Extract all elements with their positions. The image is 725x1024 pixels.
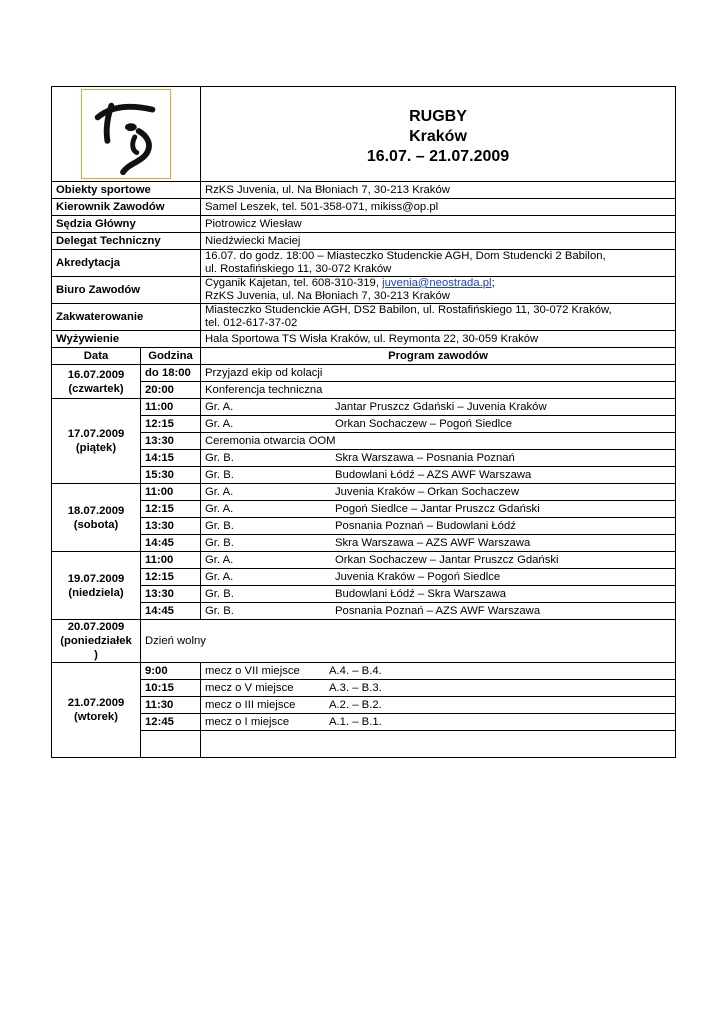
program-cell bbox=[201, 680, 676, 697]
time-cell: 14:45 bbox=[141, 535, 201, 552]
program-cell bbox=[201, 552, 676, 569]
event-dates: 16.07. – 21.07.2009 bbox=[366, 148, 510, 165]
day-cell bbox=[52, 484, 141, 552]
program-cell: Ceremonia otwarcia OOM bbox=[201, 433, 676, 450]
contact-text: Cyganik Kajetan, tel. 608-310-319, bbox=[205, 277, 383, 289]
day-weekday-end: ) bbox=[94, 649, 98, 661]
day-weekday: (poniedziałek bbox=[60, 635, 132, 647]
match-label: Pogoń Siedlce – Jantar Pruszcz Gdański bbox=[335, 502, 540, 515]
info-line: 16.07. do godz. 18:00 – Miasteczko Studenckie AGH, Dom Studencki 2 Babilon, bbox=[205, 250, 606, 262]
time-cell: 12:15 bbox=[141, 416, 201, 433]
info-row bbox=[52, 277, 676, 304]
title-cell bbox=[201, 87, 676, 182]
info-row bbox=[52, 182, 676, 199]
day-weekday: (wtorek) bbox=[74, 711, 118, 723]
info-row bbox=[52, 250, 676, 277]
info-label: Obiekty sportowe bbox=[52, 182, 201, 199]
info-value bbox=[201, 250, 676, 277]
schedule-row bbox=[52, 450, 676, 467]
info-line: Miasteczko Studenckie AGH, DS2 Babilon, ul. Rostafińskiego 11, 30-072 Kraków, bbox=[205, 304, 612, 316]
info-label: Akredytacja bbox=[52, 250, 201, 277]
placement-label: mecz o VII miejsce bbox=[205, 664, 300, 677]
match-label: Jantar Pruszcz Gdański – Juvenia Kraków bbox=[335, 400, 547, 413]
event-table bbox=[51, 86, 676, 758]
day-cell bbox=[52, 365, 141, 399]
day-weekday: (niedziela) bbox=[68, 586, 124, 599]
match-label: Skra Warszawa – Posnania Poznań bbox=[335, 451, 515, 464]
time-cell: 10:15 bbox=[141, 680, 201, 697]
day-cell bbox=[52, 620, 141, 663]
header-program: Program zawodów bbox=[201, 348, 676, 365]
info-value: Samel Leszek, tel. 501-358-071, mikiss@op.pl bbox=[201, 199, 676, 216]
info-label: Kierownik Zawodów bbox=[52, 199, 201, 216]
day-date: 18.07.2009 bbox=[67, 504, 125, 517]
placement-label: mecz o III miejsce bbox=[205, 698, 296, 711]
time-cell: 12:15 bbox=[141, 501, 201, 518]
match-label: Skra Warszawa – AZS AWF Warszawa bbox=[335, 536, 531, 549]
time-cell: 11:30 bbox=[141, 697, 201, 714]
header-row bbox=[52, 87, 676, 182]
day-cell bbox=[52, 399, 141, 484]
time-cell: 11:00 bbox=[141, 484, 201, 501]
day-date: 17.07.2009 bbox=[67, 428, 125, 440]
contact-suffix: ; bbox=[491, 277, 495, 289]
document bbox=[51, 86, 675, 758]
day-date: 19.07.2009 bbox=[67, 572, 125, 585]
schedule-row bbox=[52, 433, 676, 450]
program-cell bbox=[201, 714, 676, 731]
info-value: Hala Sportowa TS Wisła Kraków, ul. Reymonta 22, 30-059 Kraków bbox=[201, 331, 676, 348]
program-cell bbox=[201, 603, 676, 620]
time-cell: 14:45 bbox=[141, 603, 201, 620]
program-cell bbox=[201, 467, 676, 484]
info-line bbox=[205, 277, 671, 290]
schedule-row bbox=[52, 714, 676, 731]
schedule-row bbox=[52, 399, 676, 416]
placement-pair: A.1. – B.1. bbox=[329, 715, 382, 728]
schedule-row bbox=[52, 501, 676, 518]
header-date: Data bbox=[52, 348, 141, 365]
program-cell bbox=[201, 484, 676, 501]
schedule-row bbox=[52, 680, 676, 697]
time-cell bbox=[141, 731, 201, 758]
schedule-row bbox=[52, 416, 676, 433]
info-value: RzKS Juvenia, ul. Na Błoniach 7, 30-213 Kraków bbox=[201, 182, 676, 199]
schedule-row bbox=[52, 552, 676, 569]
time-cell: 11:00 bbox=[141, 552, 201, 569]
group-label: Gr. B. bbox=[205, 536, 234, 549]
match-label: Posnania Poznań – AZS AWF Warszawa bbox=[335, 604, 541, 617]
info-row bbox=[52, 331, 676, 348]
schedule-row bbox=[52, 586, 676, 603]
placement-pair: A.2. – B.2. bbox=[329, 698, 382, 711]
group-label: Gr. B. bbox=[205, 604, 234, 617]
info-row bbox=[52, 233, 676, 250]
info-value bbox=[201, 304, 676, 331]
info-line: RzKS Juvenia, ul. Na Błoniach 7, 30-213 Kraków bbox=[205, 290, 450, 302]
time-cell: 13:30 bbox=[141, 586, 201, 603]
schedule-row bbox=[52, 620, 676, 663]
match-label: Orkan Sochaczew – Pogoń Siedlce bbox=[335, 417, 513, 430]
program-cell bbox=[201, 450, 676, 467]
match-label: Orkan Sochaczew – Jantar Pruszcz Gdański bbox=[335, 553, 559, 566]
time-cell: 20:00 bbox=[141, 382, 201, 399]
placement-label: mecz o I miejsce bbox=[205, 715, 290, 728]
email-link[interactable]: juvenia@neostrada.pl bbox=[382, 277, 492, 289]
schedule-row bbox=[52, 731, 676, 758]
event-city: Kraków bbox=[409, 128, 467, 145]
day-date: 21.07.2009 bbox=[67, 697, 125, 709]
time-cell: 12:15 bbox=[141, 569, 201, 586]
schedule-row bbox=[52, 535, 676, 552]
time-cell: do 18:00 bbox=[141, 365, 201, 382]
info-row bbox=[52, 216, 676, 233]
schedule-row bbox=[52, 518, 676, 535]
day-date: 20.07.2009 bbox=[67, 621, 125, 633]
placement-label: mecz o V miejsce bbox=[205, 681, 294, 694]
schedule-row bbox=[52, 663, 676, 680]
group-label: Gr. A. bbox=[205, 485, 234, 498]
info-row bbox=[52, 304, 676, 331]
schedule-row bbox=[52, 569, 676, 586]
time-cell: 13:30 bbox=[141, 518, 201, 535]
day-weekday: (czwartek) bbox=[68, 382, 124, 395]
group-label: Gr. A. bbox=[205, 553, 234, 566]
time-cell: 13:30 bbox=[141, 433, 201, 450]
program-cell bbox=[201, 535, 676, 552]
info-label: Wyżywienie bbox=[52, 331, 201, 348]
info-row bbox=[52, 199, 676, 216]
day-weekday: (sobota) bbox=[73, 518, 119, 531]
event-sport: RUGBY bbox=[409, 108, 467, 125]
info-label: Biuro Zawodów bbox=[52, 277, 201, 304]
logo-cell bbox=[52, 87, 201, 182]
time-cell: 14:15 bbox=[141, 450, 201, 467]
group-label: Gr. A. bbox=[205, 417, 234, 430]
match-label: Juvenia Kraków – Pogoń Siedlce bbox=[335, 570, 501, 583]
schedule-row bbox=[52, 382, 676, 399]
info-value: Niedźwiecki Maciej bbox=[201, 233, 676, 250]
time-cell: 12:45 bbox=[141, 714, 201, 731]
program-cell bbox=[201, 518, 676, 535]
program-cell: Dzień wolny bbox=[141, 620, 676, 663]
info-label: Zakwaterowanie bbox=[52, 304, 201, 331]
schedule-row bbox=[52, 697, 676, 714]
group-label: Gr. B. bbox=[205, 587, 234, 600]
program-cell: Konferencja techniczna bbox=[201, 382, 676, 399]
day-cell bbox=[52, 663, 141, 758]
program-cell bbox=[201, 501, 676, 518]
group-label: Gr. B. bbox=[205, 468, 234, 481]
group-label: Gr. A. bbox=[205, 502, 234, 515]
schedule-row bbox=[52, 365, 676, 382]
group-label: Gr. B. bbox=[205, 519, 234, 532]
group-label: Gr. A. bbox=[205, 400, 234, 413]
day-cell bbox=[52, 552, 141, 620]
info-line: ul. Rostafińskiego 11, 30-072 Kraków bbox=[205, 263, 392, 275]
group-label: Gr. B. bbox=[205, 451, 234, 464]
info-label: Delegat Techniczny bbox=[52, 233, 201, 250]
time-cell: 9:00 bbox=[141, 663, 201, 680]
program-cell bbox=[201, 569, 676, 586]
day-weekday: (piątek) bbox=[75, 442, 117, 454]
info-label: Sędzia Główny bbox=[52, 216, 201, 233]
match-label: Budowlani Łódź – Skra Warszawa bbox=[335, 587, 506, 600]
placement-pair: A.4. – B.4. bbox=[329, 664, 382, 677]
info-value bbox=[201, 277, 676, 304]
program-cell bbox=[201, 399, 676, 416]
schedule-row bbox=[52, 467, 676, 484]
group-label: Gr. A. bbox=[205, 570, 234, 583]
day-date: 16.07.2009 bbox=[67, 368, 125, 381]
rugby-player-icon bbox=[81, 89, 171, 179]
placement-pair: A.3. – B.3. bbox=[329, 681, 382, 694]
header-time: Godzina bbox=[141, 348, 201, 365]
match-label: Posnania Poznań – Budowlani Łódź bbox=[335, 519, 516, 532]
schedule-row bbox=[52, 603, 676, 620]
program-cell: Przyjazd ekip od kolacji bbox=[201, 365, 676, 382]
info-line: tel. 012-617-37-02 bbox=[205, 317, 298, 329]
program-cell bbox=[201, 731, 676, 758]
program-cell bbox=[201, 416, 676, 433]
time-cell: 15:30 bbox=[141, 467, 201, 484]
schedule-row bbox=[52, 484, 676, 501]
match-label: Budowlani Łódź – AZS AWF Warszawa bbox=[335, 468, 532, 481]
match-label: Juvenia Kraków – Orkan Sochaczew bbox=[335, 485, 519, 498]
program-cell bbox=[201, 586, 676, 603]
program-cell bbox=[201, 697, 676, 714]
program-cell bbox=[201, 663, 676, 680]
time-cell: 11:00 bbox=[141, 399, 201, 416]
schedule-header-row bbox=[52, 348, 676, 365]
info-value: Piotrowicz Wiesław bbox=[201, 216, 676, 233]
